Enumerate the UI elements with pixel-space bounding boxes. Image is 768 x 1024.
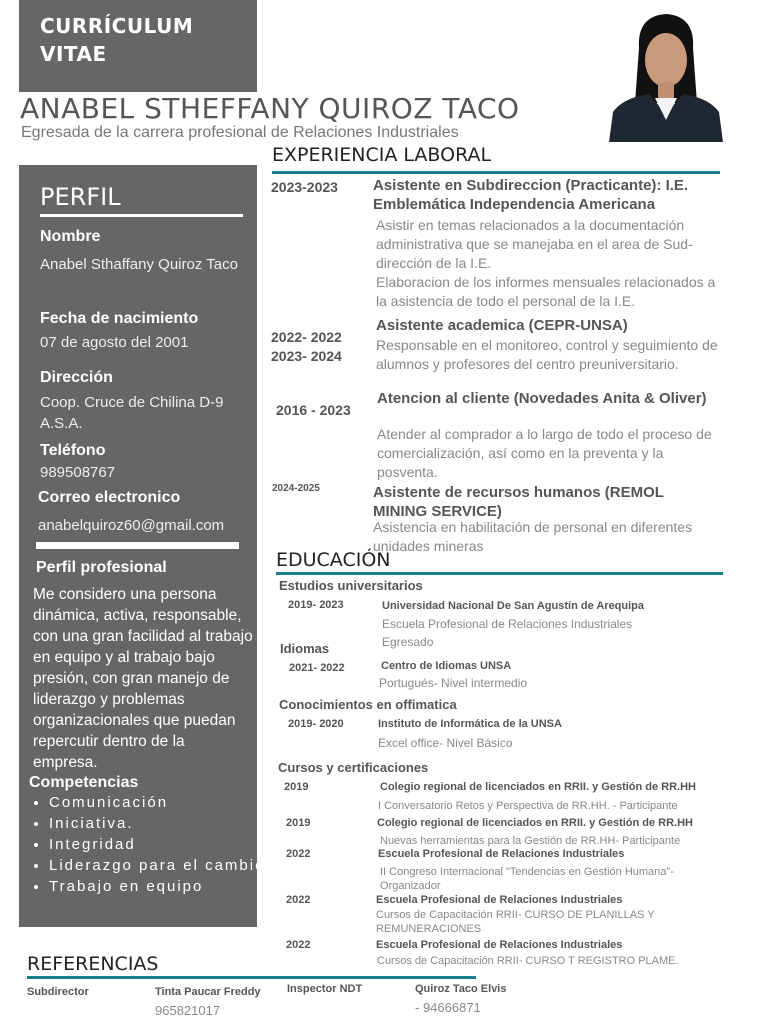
edu-detail: Excel office- Nivel Básico [378, 736, 513, 750]
course-detail: Cursos de Capacitación RRII- CURSO DE PLANILLAS Y REMUNERACIONES [376, 909, 655, 935]
exp-description: Responsable en el monitoreo, control y seguimiento de alumnos y profesores del centro preuniversitario. [376, 337, 718, 372]
edu-institution: Universidad Nacional De San Agustín de Arequipa [382, 600, 645, 612]
exp-title: Atencion al cliente (Novedades Anita & Oliver) [377, 390, 707, 407]
ref2-name: Quiroz Taco Elvis [415, 983, 507, 995]
exp-title: Asistente de recursos humanos (REMOL MINING SERVICE) [373, 484, 664, 520]
exp-title: Asistente academica (CEPR-UNSA) [376, 317, 628, 334]
ref1-role: Subdirector [27, 986, 89, 998]
course-institution: Escuela Profesional de Relaciones Industriales [376, 894, 623, 906]
professional-label: Perfil profesional [36, 559, 167, 576]
course-year: 2022 [286, 939, 311, 951]
list-item: • Liderazgo para el cambio [49, 855, 269, 876]
email-divider [36, 542, 239, 549]
list-item: • Integridad [49, 834, 269, 855]
languages-label: Idiomas [280, 641, 330, 656]
exp-description: Asistencia en habilitación de personal en diferentes unidades mineras [373, 519, 693, 554]
exp-year: 2016 - 2023 [276, 402, 351, 418]
list-item: • Trabajo en equipo [49, 876, 269, 897]
edu-detail: Escuela Profesional de Relaciones Industriales [382, 617, 633, 631]
edu-institution: Centro de Idiomas UNSA [381, 660, 512, 672]
ref1-name: Tinta Paucar Freddy [155, 986, 261, 998]
courses-label: Cursos y certificaciones [278, 760, 429, 775]
education-heading: EDUCACIÓN [276, 549, 391, 571]
experience-divider [272, 171, 720, 174]
course-year: 2019 [286, 817, 311, 829]
edu-detail: Portugués- Nivel intermedio [379, 676, 528, 690]
ref2-role: Inspector NDT [287, 983, 363, 995]
references-divider [27, 976, 476, 979]
course-institution: Escuela Profesional de Relaciones Industriales [378, 848, 625, 860]
course-institution: Colegio regional de licenciados en RRII. y Gestión de RR.HH [380, 781, 697, 793]
edu-year: 2019- 2023 [288, 599, 344, 611]
course-detail: Nuevas herramientas para la Gestión de RR.HH- Participante [380, 835, 681, 847]
course-institution: Colegio regional de licenciados en RRII. y Gestión de RR.HH [377, 817, 694, 829]
competencies-list [29, 792, 269, 897]
phone-label: Teléfono [40, 442, 106, 459]
email-label: Correo electronico [38, 489, 181, 506]
course-year: 2022 [286, 848, 311, 860]
edu-institution: Instituto de Informática de la UNSA [378, 718, 562, 730]
list-item: • Comunicación [49, 792, 269, 813]
course-year: 2019 [284, 781, 309, 793]
course-year: 2022 [286, 894, 311, 906]
competencies-label: Competencias [29, 774, 139, 791]
exp-year: 2022- 2022 2023- 2024 [271, 329, 342, 364]
address-value: Coop. Cruce de Chilina D-9 A.S.A. [40, 394, 224, 432]
name-label: Nombre [40, 228, 101, 245]
cv-title: CURRÍCULUM VITAE [40, 14, 194, 66]
profile-divider [40, 214, 243, 217]
edu-year: 2019- 2020 [288, 718, 344, 730]
birth-label: Fecha de nacimiento [40, 310, 199, 327]
university-label: Estudios universitarios [279, 578, 423, 593]
references-heading: REFERENCIAS [27, 953, 159, 975]
course-institution: Escuela Profesional de Relaciones Industriales [376, 939, 623, 951]
phone-value: 989508767 [40, 464, 116, 481]
ref2-phone: - 94666871 [415, 1000, 481, 1015]
name-value: Anabel Sthaffany Quiroz Taco [40, 256, 238, 273]
office-label: Conocimientos en offimatica [279, 697, 457, 712]
education-divider [276, 572, 723, 575]
course-detail: II Congreso Internacional "Tendencias en Gestión Humana"- Organizador [380, 866, 674, 892]
course-detail: Cursos de Capacitación RRII- CURSO T REGISTRO PLAME. [377, 955, 679, 967]
exp-year: 2024-2025 [272, 483, 320, 494]
course-detail: I Conversatorio Retos y Perspectiva de RR.HH. - Participante [378, 800, 678, 812]
edu-year: 2021- 2022 [289, 662, 345, 674]
full-name: ANABEL STHEFFANY QUIROZ TACO [20, 92, 520, 125]
exp-description: Asistir en temas relacionados a la documentación administrativa que se manejaba en el area de Sud-dirección de la I.E. Elaboracion de los informes mensuales relacionados a la asistencia de todo el personal de la I.E. [376, 217, 716, 309]
edu-detail: Egresado [382, 635, 434, 649]
profile-heading: PERFIL [40, 183, 121, 211]
subtitle: Egresada de la carrera profesional de Relaciones Industriales [21, 124, 459, 141]
ref1-phone: 965821017 [155, 1003, 221, 1018]
profile-photo [609, 8, 723, 142]
exp-title: Asistente en Subdireccion (Practicante): I.E. Emblemática Independencia Americana [373, 177, 689, 213]
list-item: • Iniciativa. [49, 813, 269, 834]
address-label: Dirección [40, 369, 113, 386]
birth-value: 07 de agosto del 2001 [40, 334, 189, 351]
exp-description: Atender al comprador a lo largo de todo el proceso de comercialización, así como en la preventa y la posventa. [377, 426, 712, 480]
email-value[interactable]: anabelquiroz60@gmail.com [38, 517, 225, 534]
exp-year: 2023-2023 [271, 179, 338, 195]
professional-text: Me considero una persona dinámica, activa, responsable, con una gran facilidad al trabajo en equipo y al trabajo bajo presión, con gran manejo de liderazgo y problemas organizacionales que puedan repercutir dentro de la empresa. [33, 586, 253, 771]
experience-heading: EXPERIENCIA LABORAL [272, 144, 492, 166]
